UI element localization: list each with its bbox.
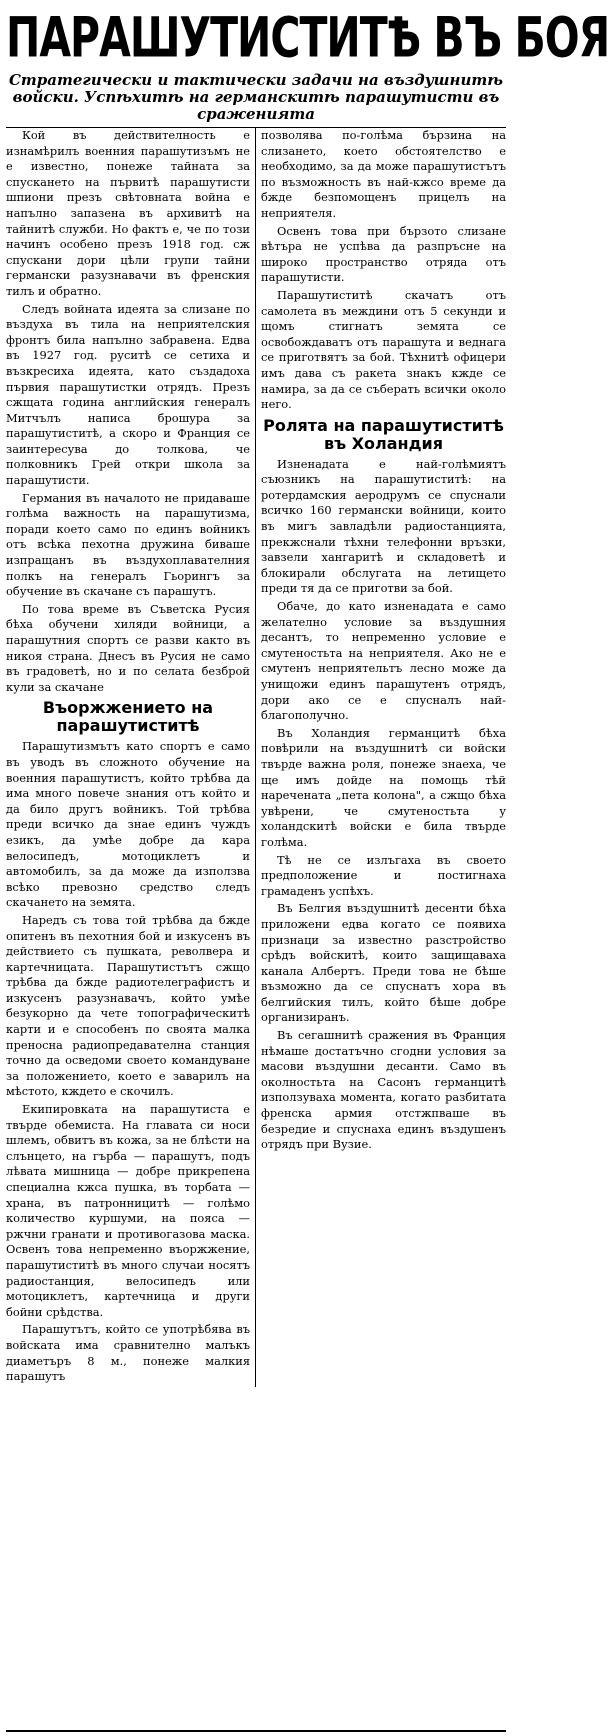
paragraph: Въ сегашнитѣ сражения въ Франция нѣмаше достатъчно сгодни условия за масови въздушни десанти. Само въ околностьта на Сасонъ германцитѣ използуваха момента, когато разбитата френска армия отстжпваше въ безредие и спуснаха единъ въздушенъ отрядъ при Вузие.	[261, 1028, 506, 1152]
subheadline: Стратегически и тактически задачи на въздушнитѣ войски. Успѣхитѣ на германскитѣ парашутисти въ сраженията	[8, 71, 503, 123]
paragraph: позволява по-голѣма бързина на слизането, което обстоятелство е необходимо, за да може парашутистътъ по възможность въ най-кжсо време да бжде безпомощенъ прицелъ на неприятеля.	[261, 128, 506, 220]
paragraph: Наредъ съ това той трѣбва да бжде опитенъ въ пехотния бой и изкусенъ въ действието съ пушката, револвера и картечницата. Парашутистътъ сжщо трѣбва да бжде радиотелеграфистъ и изкусенъ разузнавачъ, който умѣе безукорно да чете топографическитѣ карти и е способенъ по своята малка преносна радиопредавателна станция точно да осведоми своето командуване за положението, което е заварилъ на мѣстото, кждето е скочилъ.	[6, 912, 250, 1099]
article-columns	[6, 127, 506, 1387]
paragraph: Парашутътъ, който се употрѣбява въ войската има сравнително малъкъ диаметъръ 8 м., понеже малкия парашутъ	[6, 1322, 250, 1384]
section-heading: Въоржжението на парашутиститѣ	[42, 698, 214, 736]
paragraph: Обаче, до като изненадата е само желателно условие за въздушния десантъ, то непременно условие е смутеностьта на неприятеля. Ако не е смутенъ неприятельтъ лесно може да унищожи единъ парашутенъ отрядъ, дори ако се е спусналъ най-благополучно.	[261, 599, 506, 723]
masthead-title: ПАРАШУТИСТИТѢ ВЪ БОЯ	[6, 5, 609, 71]
paragraph: Парашутизмътъ като спортъ е само въ уводъ въ сложното обучение на военния парашутистъ, който трѣбва да има много повече знания отъ който и да било другъ войникъ. Той трѣбва преди всичко да знае единъ чуждъ езикъ, да умѣе добре да кара велосипедъ, мотоциклетъ и автомобилъ, за да може да използва всѣко превозно средство следъ скачането на земята.	[6, 739, 250, 910]
paragraph: Кой въ действителность е изнамѣрилъ военния парашутизъмъ не е известно, понеже тайната за спускането на първитѣ парашутисти шпиони презъ свѣтовната война е напълно запазена въ архивитѣ на тайнитѣ служби. Но фактъ е, че по този начинъ особено презъ 1918 год. сж спускани дори цѣли групи тайни германски разузнавачи въ френския тилъ и обратно.	[6, 128, 250, 298]
paragraph: Въ Холандия германцитѣ бѣха повѣрили на въздушнитѣ си войски твърде важна роля, понеже знаеха, че ще имъ дойде на помощь тѣй наречената „пета колона", а сжщо бѣха увѣрени, че смутеностьта у холандскитѣ войски е била твърде голѣма.	[261, 725, 506, 849]
right-column	[256, 128, 506, 1387]
paragraph: По това време въ Съветска Русия бѣха обучени хиляди войници, а парашутния спортъ се разви както въ никоя страна. Днесъ въ Русия не само въ градоветѣ, но и по селата безброй кули за скачане	[6, 601, 250, 694]
paragraph: Изненадата е най-голѣмиятъ съюзникъ на парашутиститѣ: на ротердамския аеродрумъ се спуснали всичко 160 германски войници, които въ мигъ завладѣли радиостанцията, прекжснали тѣхни телефонни връзки, завзели хангаритѣ и складоветѣ и блокирали обслугата на летището преди тя да се приготви за бой.	[261, 456, 506, 596]
bottom-rule	[6, 1730, 506, 1732]
paragraph: Тѣ не се излъгаха въ своето предположение и постигнаха грамаденъ успѣхъ.	[261, 852, 506, 898]
paragraph: Германия въ началото не придаваше голѣма важность на парашутизма, поради което само по единъ войникъ отъ всѣка пехотна дружина биваше изпращанъ въ въздухоплавателния полкъ на генералъ Гьорингъ за обучение въ скачане съ парашутъ.	[6, 490, 250, 599]
paragraph: Въ Белгия въздушнитѣ десенти бѣха приложени едва когато се появиха признаци за известно разстройство срѣдъ войскитѣ, които защищаваха канала Албертъ. Преди това не бѣше възможно да се спуснатъ хора въ белгийския тилъ, който бѣше добре организиранъ.	[261, 901, 506, 1025]
paragraph: Следъ войната идеята за слизане по въздуха въ тила на неприятелския фронтъ била напълно забравена. Едва въ 1927 год. руситѣ се сетиха и възкресиха идеята, като създадоха първия парашутистки отрядъ. Презъ сжщата година английския генералъ Митчълъ написа брошура за парашутиститѣ, а скоро и Франция се заинтересува до толкова, че полковникъ Грей откри школа за парашутисти.	[6, 301, 250, 488]
paragraph: Парашутиститѣ скачатъ отъ самолета въ междини отъ 5 секунди и щомъ стигнатъ земята се освобождаватъ отъ парашута и веднага се приготвятъ за бой. Тѣхнитѣ офицери имъ дава съ ракета знакъ кжде се намира, за да се съберать всички около него.	[261, 287, 506, 412]
paragraph: Екипировката на парашутиста е твърде обемиста. На главата си носи шлемъ, обвитъ въ кожа, за не блѣсти на слънцето, на гърба — парашутъ, подъ лѣвата мишница — добре прикрепена специална кжса пушка, въ торбата — храна, въ патронницитѣ — голѣмо количество куршуми, на пояса — ржчни гранати и противогазова маска. Освенъ това непременно въоржжение, парашутиститѣ въ много случаи носятъ радиостанция, велосипедъ или мотоциклетъ, картечница и други бойни срѣдства.	[6, 1102, 250, 1319]
section-heading: Ролята на парашутиститѣ въ Холандия	[263, 415, 504, 453]
left-column	[6, 128, 256, 1387]
paragraph: Освенъ това при бързото слизане вѣтъра не успѣва да разпръсне на широко пространство отряда отъ парашутисти.	[261, 223, 506, 285]
